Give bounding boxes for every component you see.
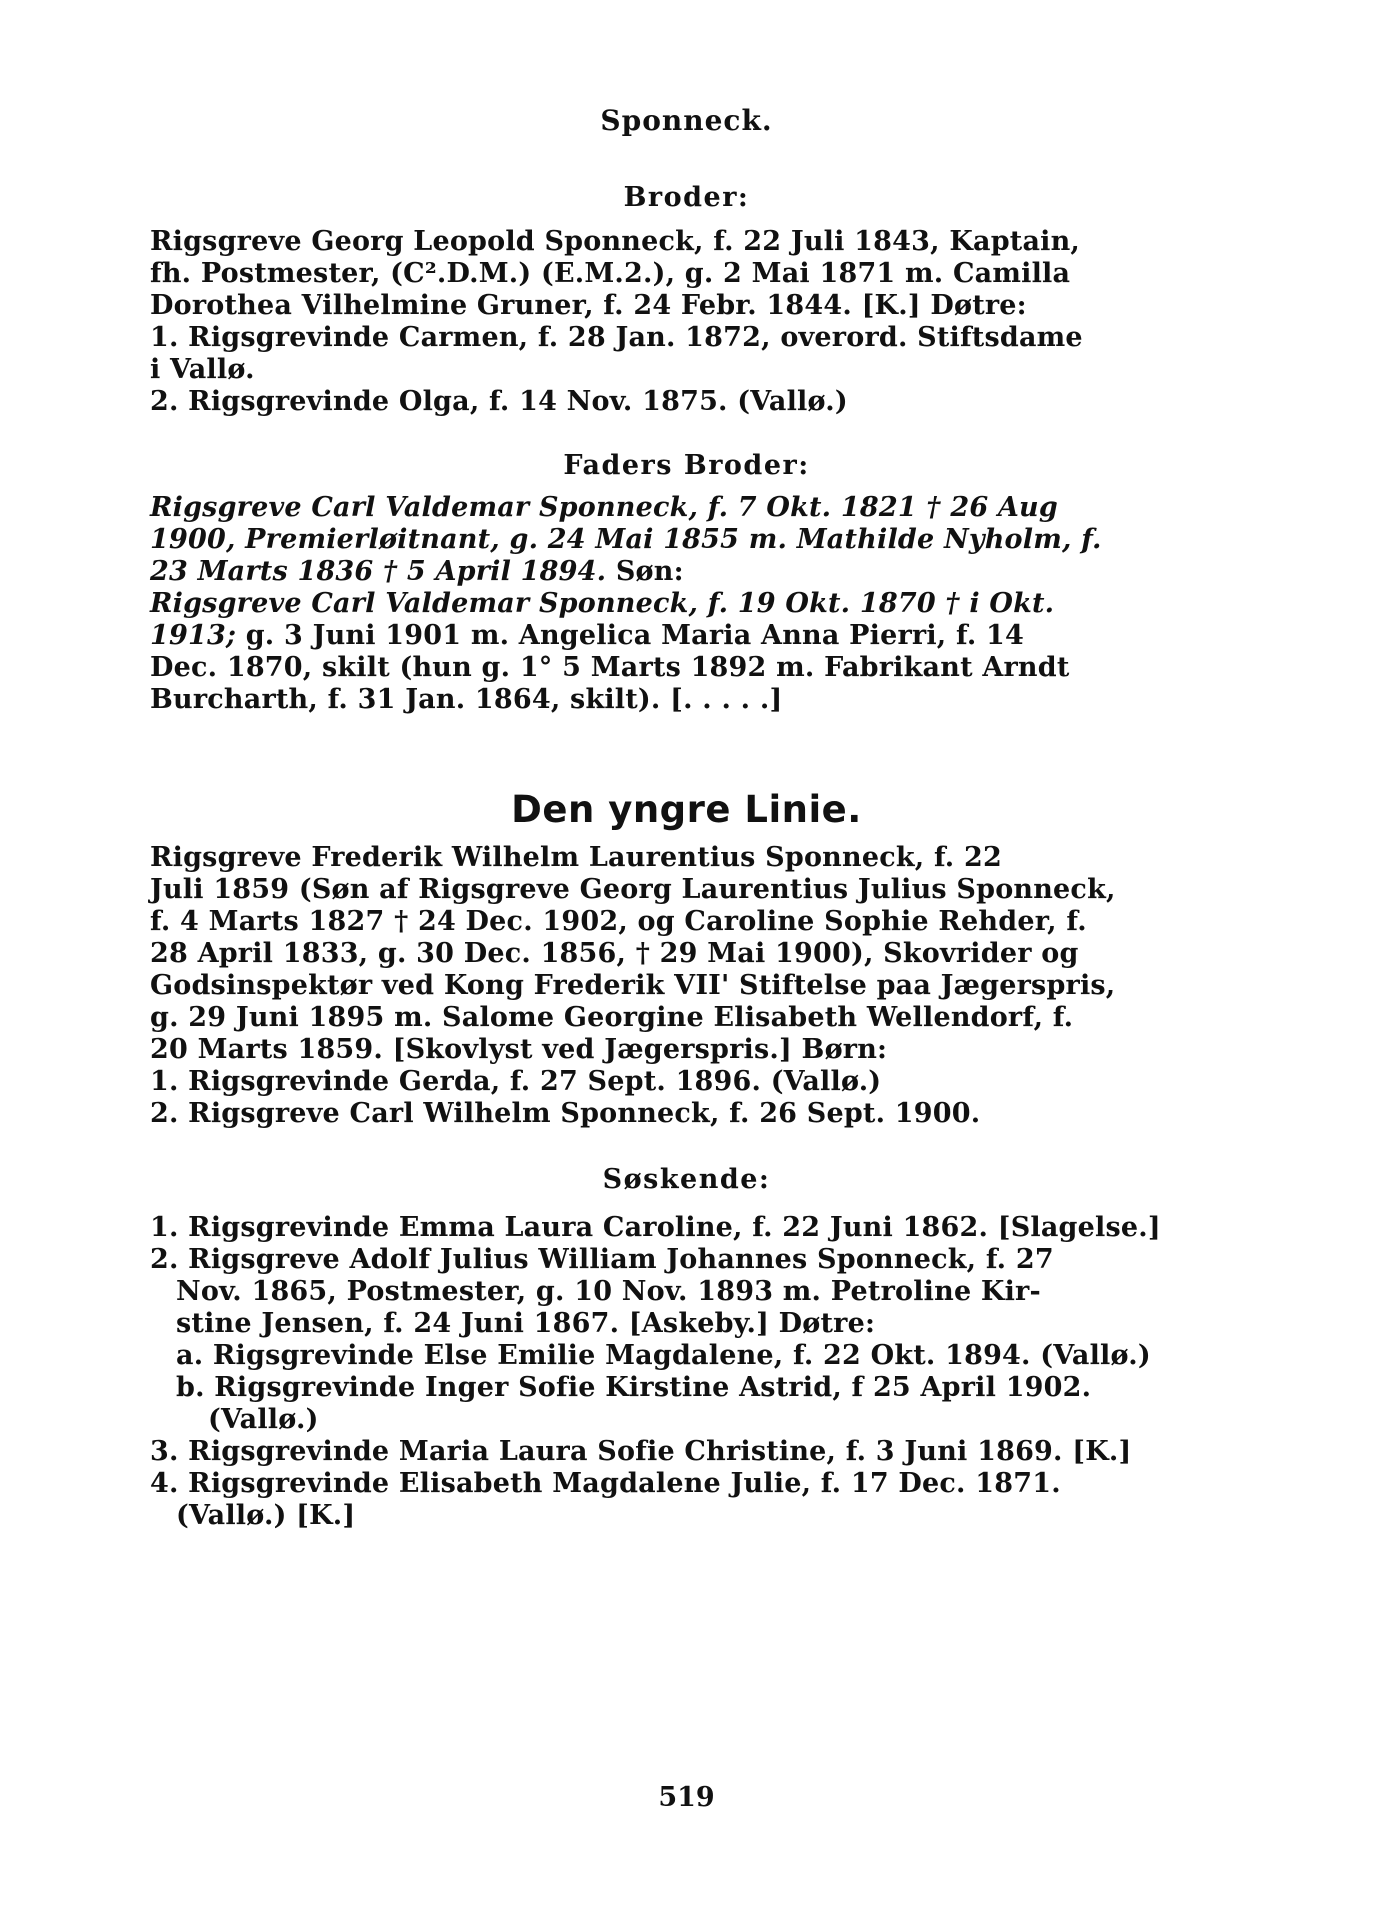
text-line: 28 April 1833, g. 30 Dec. 1856, † 29 Mai 1900), Skovrider og [150,938,1079,969]
text-fragment: 1913; [150,620,237,651]
text-line: 3. Rigsgrevinde Maria Laura Sofie Christine, f. 3 Juni 1869. [K.] [150,1436,1132,1467]
text-line: (Vallø.) [K.] [176,1500,356,1531]
text-line: Rigsgreve Carl Valdemar Sponneck, f. 19 Okt. 1870 † i Okt. [150,588,1055,619]
text-line: Juli 1859 (Søn af Rigsgreve Georg Laurentius Julius Sponneck, [150,874,1116,905]
text-fragment: g. 3 Juni 1901 m. Angelica Maria Anna Pierri, f. 14 [236,620,1025,651]
text-line: 1. Rigsgrevinde Carmen, f. 28 Jan. 1872, overord. Stiftsdame [150,322,1083,353]
soskende-heading: Søskende: [602,1164,771,1195]
text-line: a. Rigsgrevinde Else Emilie Magdalene, f. 22 Okt. 1894. (Vallø.) [176,1340,1151,1371]
text-line: Dorothea Vilhelmine Gruner, f. 24 Febr. 1844. [K.] Døtre: [150,290,1027,321]
yngre-linie-paragraph [150,842,1210,1130]
text-line [150,620,1210,652]
running-head: Sponneck. [600,104,773,137]
text-line: fh. Postmester, (C².D.M.) (E.M.2.), g. 2 Mai 1871 m. Camilla [150,258,1071,289]
text-line: Nov. 1865, Postmester, g. 10 Nov. 1893 m. Petroline Kir- [176,1276,1041,1307]
text-line: 1900, Premierløitnant, g. 24 Mai 1855 m. Mathilde Nyholm, f. [150,524,1102,555]
text-line: Rigsgreve Georg Leopold Sponneck, f. 22 Juli 1843, Kaptain, [150,226,1081,257]
text-fragment: 23 Marts 1836 † 5 April 1894. [150,556,607,587]
text-line: 2. Rigsgrevinde Olga, f. 14 Nov. 1875. (Vallø.) [150,386,848,417]
text-line: Burcharth, f. 31 Jan. 1864, skilt). [. . . . .] [150,684,783,715]
text-line: Rigsgreve Frederik Wilhelm Laurentius Sponneck, f. 22 [150,842,1002,873]
text-line: 4. Rigsgrevinde Elisabeth Magdalene Julie, f. 17 Dec. 1871. [150,1468,1061,1499]
page-number: 519 [658,1782,715,1813]
text-line: (Vallø.) [208,1404,319,1435]
text-line: f. 4 Marts 1827 † 24 Dec. 1902, og Caroline Sophie Rehder, f. [150,906,1087,937]
text-line: 1. Rigsgrevinde Gerda, f. 27 Sept. 1896. (Vallø.) [150,1066,882,1097]
broder-heading: Broder: [623,182,750,213]
yngre-linie-heading: Den yngre Linie. [511,788,862,831]
text-line: 1. Rigsgrevinde Emma Laura Caroline, f. 22 Juni 1862. [Slagelse.] [150,1212,1161,1243]
text-line: b. Rigsgrevinde Inger Sofie Kirstine Astrid, f 25 April 1902. [176,1372,1092,1403]
broder-paragraph [150,226,1210,418]
soskende-paragraph [150,1212,1210,1532]
text-line: i Vallø. [150,354,255,385]
text-line: g. 29 Juni 1895 m. Salome Georgine Elisabeth Wellendorf, f. [150,1002,1074,1033]
text-line: Godsinspektør ved Kong Frederik VII' Stiftelse paa Jægerspris, [150,970,1116,1001]
son-label: Søn: [615,556,684,587]
faders-broder-paragraph [150,492,1210,716]
text-line: Rigsgreve Carl Valdemar Sponneck, f. 7 Okt. 1821 † 26 Aug [150,492,1058,523]
text-line: 20 Marts 1859. [Skovlyst ved Jægerspris.] Børn: [150,1034,888,1065]
text-line: 2. Rigsgreve Carl Wilhelm Sponneck, f. 26 Sept. 1900. [150,1098,981,1129]
text-line: 2. Rigsgreve Adolf Julius William Johannes Sponneck, f. 27 [150,1244,1054,1275]
text-line: stine Jensen, f. 24 Juni 1867. [Askeby.] Døtre: [176,1308,876,1339]
faders-broder-heading: Faders Broder: [563,450,810,481]
text-line: Dec. 1870, skilt (hun g. 1° 5 Marts 1892 m. Fabrikant Arndt [150,652,1070,683]
text-line [150,556,1210,588]
